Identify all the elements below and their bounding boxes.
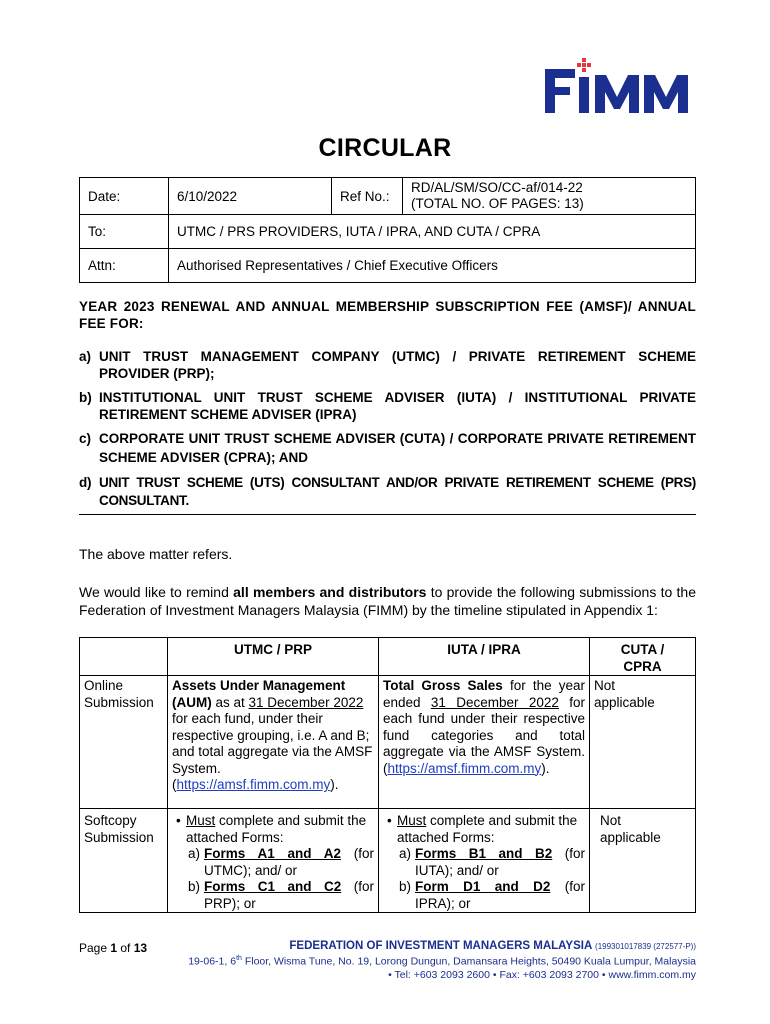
blank-header-cell: [80, 638, 168, 676]
subject-heading: YEAR 2023 RENEWAL AND ANNUAL MEMBERSHIP SUBSCRIPTION FEE (AMSF)/ ANNUAL FEE FOR:: [79, 299, 696, 331]
softcopy-iuta-cell: • Must complete and submit the attached Forms: a) Forms B1 and B2 (for IUTA); and/ or b) Form D1 and D2 (for IPRA); or: [379, 809, 590, 913]
intro-paragraph: The above matter refers.: [79, 546, 233, 562]
ref-value: [403, 178, 696, 215]
fimm-logo: [543, 55, 696, 115]
ref-pages: (TOTAL NO. OF PAGES: 13): [411, 196, 584, 211]
amsf-link[interactable]: https://amsf.fimm.com.my: [387, 760, 542, 776]
reminder-paragraph: We would like to remind all members and distributors to provide the following submissions to the Federation of Investment Managers Malaysia (FIMM) by the timeline stipulated in Appendix 1:: [79, 584, 696, 618]
col-header-utmc: UTMC / PRP: [168, 638, 379, 676]
online-cuta-cell: Not applicable: [590, 676, 696, 809]
row-label-softcopy: Softcopy Submission: [80, 809, 168, 913]
to-value: UTMC / PRS PROVIDERS, IUTA / IPRA, AND CUTA / CPRA: [169, 215, 696, 249]
to-label: To:: [80, 215, 169, 249]
online-utmc-cell: Assets Under Management (AUM) as at 31 December 2022 for each fund, under their respective grouping, i.e. A and B; and total aggregate via the AMSF System. (https://amsf.fimm.com.my).: [168, 676, 379, 809]
col-header-iuta: IUTA / IPRA: [379, 638, 590, 676]
subject-item-b: [79, 389, 696, 423]
attn-value: Authorised Representatives / Chief Executive Officers: [169, 249, 696, 283]
members-emphasis: all members and distributors: [233, 584, 427, 600]
footer-org: FEDERATION OF INVESTMENT MANAGERS MALAYSIA (199301017839 (272577-P)): [289, 940, 696, 952]
col-header-cuta: CUTA / CPRA: [590, 638, 696, 676]
softcopy-utmc-cell: • Must complete and submit the attached Forms: a) Forms A1 and A2 (for UTMC); and/ or b) Forms C1 and C2 (for PRP); or: [168, 809, 379, 913]
softcopy-cuta-cell: Not applicable: [590, 809, 696, 913]
item-text: UNIT TRUST MANAGEMENT COMPANY (UTMC) / PRIVATE RETIREMENT SCHEME PROVIDER (PRP);: [99, 349, 696, 381]
subject-item-d: [79, 474, 696, 510]
row-label-online: Online Submission: [80, 676, 168, 809]
circular-header-table: [79, 177, 696, 283]
item-label: b): [79, 390, 92, 405]
date-label: Date:: [80, 178, 169, 215]
item-text: UNIT TRUST SCHEME (UTS) CONSULTANT AND/OR PRIVATE RETIREMENT SCHEME (PRS) CONSULTANT.: [99, 475, 696, 508]
attn-label: Attn:: [80, 249, 169, 283]
footer-contact: • Tel: +603 2093 2600 • Fax: +603 2093 2700 • www.fimm.com.my: [388, 969, 696, 981]
item-text: INSTITUTIONAL UNIT TRUST SCHEME ADVISER (IUTA) / INSTITUTIONAL PRIVATE RETIREMENT SCHEME ADVISER (IPRA): [99, 390, 696, 422]
item-label: a): [79, 349, 92, 364]
item-label: d): [79, 475, 92, 490]
subject-item-a: [79, 348, 696, 382]
ref-number: RD/AL/SM/SO/CC-af/014-22: [411, 180, 583, 195]
page-number: Page 1 of 13: [79, 941, 148, 955]
footer-address: 19-06-1, 6th Floor, Wisma Tune, No. 19, Lorong Dungun, Damansara Heights, 50490 Kuala Lumpur, Malaysia: [188, 955, 696, 968]
online-iuta-cell: Total Gross Sales for the year ended 31 December 2022 for each fund under their respective fund categories and total aggregate via the AMSF System. (https://amsf.fimm.com.my).: [379, 676, 590, 809]
submission-table: [79, 637, 696, 913]
page-title: CIRCULAR: [318, 134, 452, 162]
date-value: 6/10/2022: [169, 178, 332, 215]
subject-divider: [79, 514, 696, 515]
ref-label: Ref No.:: [332, 178, 403, 215]
amsf-link[interactable]: https://amsf.fimm.com.my: [176, 777, 331, 792]
item-text: CORPORATE UNIT TRUST SCHEME ADVISER (CUTA) / CORPORATE PRIVATE RETIREMENT SCHEME ADVISER (CPRA); AND: [99, 431, 696, 465]
subject-item-c: [79, 429, 696, 467]
item-label: c): [79, 431, 92, 446]
